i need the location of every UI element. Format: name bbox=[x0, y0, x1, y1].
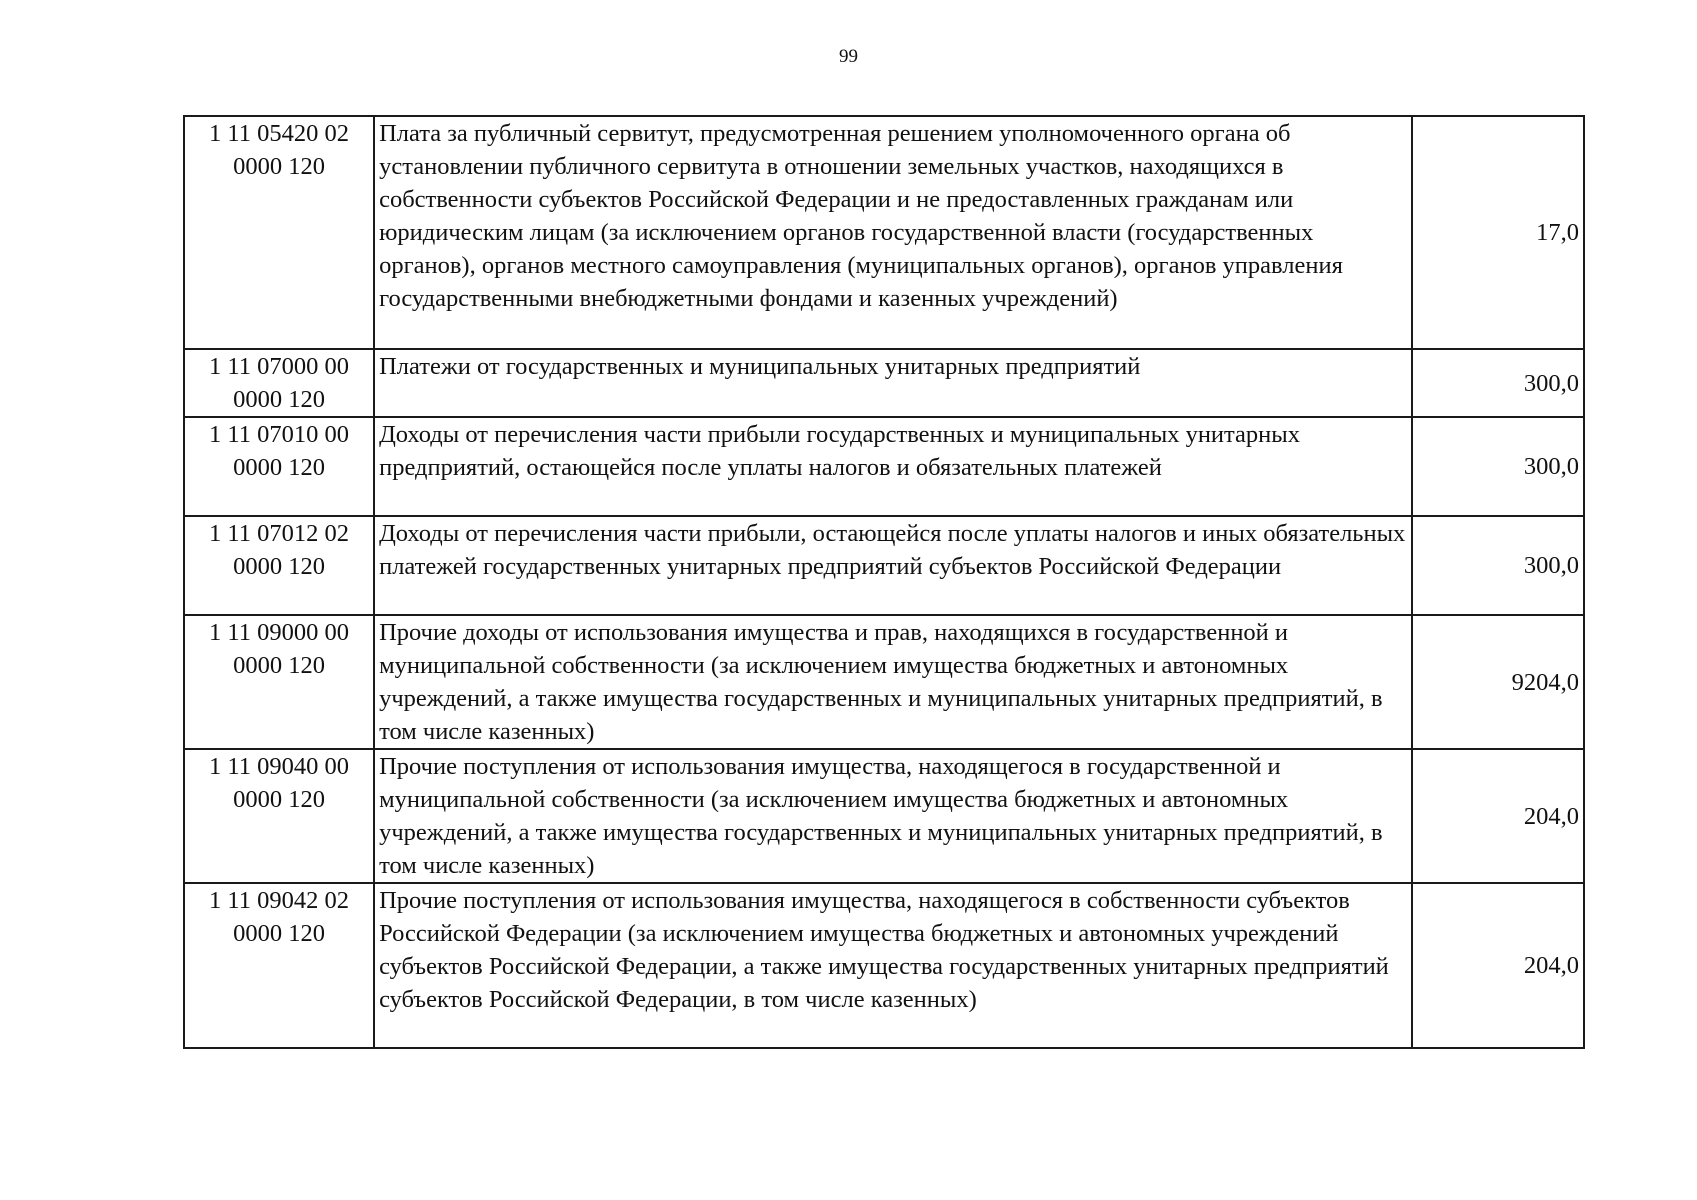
table-row bbox=[184, 749, 1584, 883]
table-row bbox=[184, 883, 1584, 1048]
table-row bbox=[184, 349, 1584, 417]
revenue-name-cell: Прочие доходы от использования имущества и прав, находящихся в государственной и муниципальной собственности (за исключением имущества бюджетных и автономных учреждений, а также имущества государственных и муниципальных унитарных предприятий, в том числе казенных) bbox=[374, 615, 1412, 749]
revenue-amount-cell: 300,0 bbox=[1412, 516, 1584, 615]
table-row bbox=[184, 417, 1584, 516]
revenue-code-cell: 1 11 05420 02 0000 120 bbox=[184, 116, 374, 349]
revenue-code-cell: 1 11 07012 02 0000 120 bbox=[184, 516, 374, 615]
table-row bbox=[184, 615, 1584, 749]
table-row bbox=[184, 516, 1584, 615]
revenue-name-cell: Доходы от перечисления части прибыли государственных и муниципальных унитарных предприятий, остающейся после уплаты налогов и обязательных платежей bbox=[374, 417, 1412, 516]
revenue-amount-cell: 204,0 bbox=[1412, 883, 1584, 1048]
table-row bbox=[184, 116, 1584, 349]
revenue-code-cell: 1 11 09040 00 0000 120 bbox=[184, 749, 374, 883]
revenue-name-cell: Плата за публичный сервитут, предусмотренная решением уполномоченного органа об установлении публичного сервитута в отношении земельных участков, находящихся в собственности субъектов Российской Федерации и не предоставленных гражданам или юридическим лицам (за исключением органов государственной власти (государственных органов), органов местного самоуправления (муниципальных органов), органов управления государственными внебюджетными фондами и казенных учреждений) bbox=[374, 116, 1412, 349]
page-number: 99 bbox=[839, 46, 858, 67]
revenue-amount-cell: 300,0 bbox=[1412, 349, 1584, 417]
revenue-name-cell: Доходы от перечисления части прибыли, остающейся после уплаты налогов и иных обязательных платежей государственных унитарных предприятий субъектов Российской Федерации bbox=[374, 516, 1412, 615]
revenue-amount-cell: 9204,0 bbox=[1412, 615, 1584, 749]
revenue-code-cell: 1 11 07010 00 0000 120 bbox=[184, 417, 374, 516]
revenue-name-cell: Прочие поступления от использования имущества, находящегося в собственности субъектов Российской Федерации (за исключением имущества бюджетных и автономных учреждений субъектов Российской Федерации, а также имущества государственных унитарных предприятий субъектов Российской Федерации, в том числе казенных) bbox=[374, 883, 1412, 1048]
revenue-amount-cell: 300,0 bbox=[1412, 417, 1584, 516]
revenue-amount-cell: 204,0 bbox=[1412, 749, 1584, 883]
revenue-code-cell: 1 11 09000 00 0000 120 bbox=[184, 615, 374, 749]
revenue-amount-cell: 17,0 bbox=[1412, 116, 1584, 349]
revenue-code-cell: 1 11 09042 02 0000 120 bbox=[184, 883, 374, 1048]
revenue-name-cell: Платежи от государственных и муниципальных унитарных предприятий bbox=[374, 349, 1412, 417]
budget-revenue-table bbox=[183, 115, 1585, 1049]
revenue-name-cell: Прочие поступления от использования имущества, находящегося в государственной и муниципальной собственности (за исключением имущества бюджетных и автономных учреждений, а также имущества государственных и муниципальных унитарных предприятий, в том числе казенных) bbox=[374, 749, 1412, 883]
revenue-code-cell: 1 11 07000 00 0000 120 bbox=[184, 349, 374, 417]
